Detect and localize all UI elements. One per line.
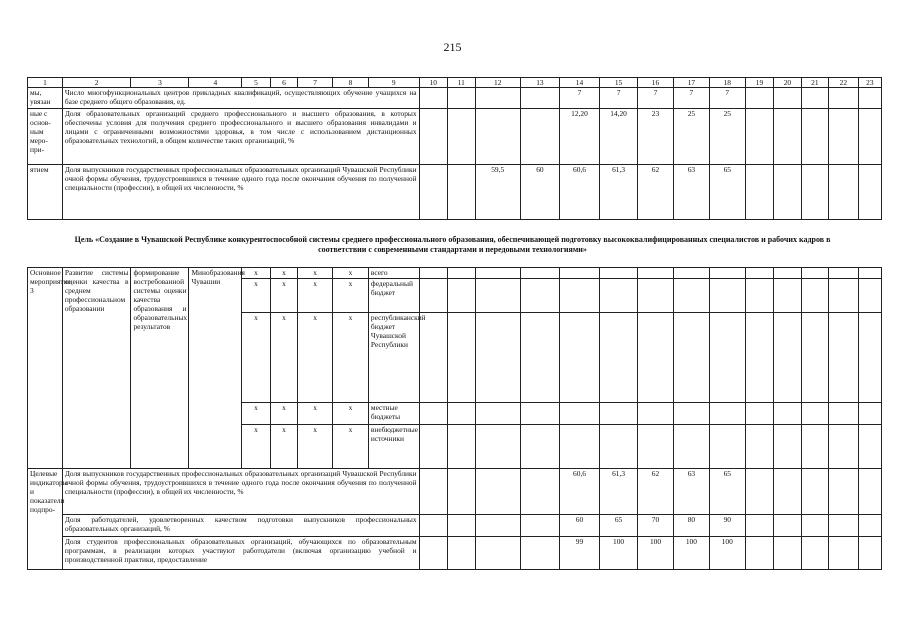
value-cell: 70	[638, 515, 674, 537]
value-cell: 99	[559, 537, 599, 570]
x-cell: x	[270, 268, 297, 279]
col-header: 15	[600, 78, 638, 88]
col-header: 22	[829, 78, 859, 88]
row-label-part: основ-	[30, 118, 51, 127]
col-header: 13	[520, 78, 559, 88]
col-header: 1	[28, 78, 63, 88]
value-cell: 65	[709, 469, 745, 515]
row-label-cell	[28, 88, 63, 109]
value-cell	[475, 109, 520, 165]
value-cell: 61,3	[600, 165, 638, 220]
x-cell: x	[298, 279, 333, 313]
indicator-text: Доля работодателей, удовлетворенных качеством подготовки выпускников профессиональных образовательных организаций, %	[62, 515, 419, 537]
value-cell: 65	[600, 515, 638, 537]
table-row	[28, 165, 882, 220]
row-label-part: мы,	[30, 88, 42, 97]
source-cell: внебюджетные источники	[368, 425, 419, 469]
value-cell: 100	[638, 537, 674, 570]
value-cell	[475, 88, 520, 109]
bottom-table	[27, 267, 882, 570]
x-cell: x	[242, 403, 271, 425]
executor-cell: Минобразования Чувашии	[189, 268, 242, 469]
row-label-part: ным	[30, 127, 44, 136]
x-cell: x	[298, 403, 333, 425]
value-cell: 7	[600, 88, 638, 109]
value-cell	[520, 109, 559, 165]
col-header: 4	[189, 78, 242, 88]
col-header: 17	[673, 78, 709, 88]
col-header: 9	[368, 78, 419, 88]
col-header: 19	[745, 78, 774, 88]
measure-name-cell: Развитие системы оценки качества в среднем профессиональном образовании	[62, 268, 131, 469]
value-cell: 62	[638, 469, 674, 515]
indicator-text: Доля выпускников государственных профессиональных образовательных организаций Чувашской Республики очной формы обучения, трудоустроившихся в течение одного года после окончания обучения по полученной специальности (профессии), в общей их численности, %	[62, 469, 419, 515]
value-cell: 60	[559, 515, 599, 537]
indicator-label-cell: Целевые индикаторы и показатели подпро-	[28, 469, 63, 570]
x-cell: x	[333, 313, 369, 403]
col-header: 10	[419, 78, 448, 88]
value-cell: 63	[673, 165, 709, 220]
x-cell: x	[270, 279, 297, 313]
value-cell: 90	[709, 515, 745, 537]
col-header: 2	[62, 78, 131, 88]
row-label-part: ные с	[30, 109, 48, 118]
value-cell: 60,6	[559, 469, 599, 515]
goal-heading: Цель «Создание в Чувашской Республике конкурентоспособной системы среднего профессионального образования, обеспечивающей подготовку высококвалифицированных специалистов и рабочих кадров в соответствии с современными стандартами и передовыми технологиями»	[74, 235, 831, 254]
row-label-part: при-	[30, 145, 45, 154]
col-header: 11	[448, 78, 475, 88]
col-header: 7	[298, 78, 333, 88]
value-cell: 60	[520, 165, 559, 220]
row-label-part: меро-	[30, 136, 48, 145]
table-row	[28, 515, 882, 537]
measure-cell: Основное мероприятие 3	[28, 268, 63, 469]
value-cell: 100	[673, 537, 709, 570]
table-row	[28, 268, 882, 279]
row-label-cell	[28, 109, 63, 165]
value-cell: 7	[709, 88, 745, 109]
col-header: 6	[270, 78, 297, 88]
x-cell: x	[242, 268, 271, 279]
value-cell: 14,20	[600, 109, 638, 165]
top-table	[27, 77, 882, 220]
source-cell: федеральный бюджет	[368, 279, 419, 313]
indicator-text: Доля выпускников государственных профессиональных образовательных организаций Чувашской Республики очной формы обучения, трудоустроившихся в течение одного года после окончания обучения по полученной специальности (профессии), в общей их численности, %	[62, 165, 419, 220]
value-cell: 60,6	[559, 165, 599, 220]
source-cell: всего	[368, 268, 419, 279]
source-cell: республиканский бюджет Чувашской Республики	[368, 313, 419, 403]
column-number-row	[28, 78, 882, 88]
x-cell: x	[298, 268, 333, 279]
x-cell: x	[333, 279, 369, 313]
value-cell: 61,3	[600, 469, 638, 515]
x-cell: x	[242, 425, 271, 469]
col-header: 20	[774, 78, 801, 88]
row-label-part: увязан	[30, 97, 51, 106]
value-cell: 23	[638, 109, 674, 165]
x-cell: x	[270, 313, 297, 403]
indicator-text: Число многофункциональных центров прикладных квалификаций, осуществляющих обучение учащихся на базе среднего общего образования, ед.	[62, 88, 419, 109]
x-cell: x	[298, 425, 333, 469]
col-header: 16	[638, 78, 674, 88]
table-row	[28, 109, 882, 165]
x-cell: x	[242, 313, 271, 403]
page-number: 215	[443, 40, 462, 54]
table-row	[28, 88, 882, 109]
value-cell: 25	[673, 109, 709, 165]
col-header: 8	[333, 78, 369, 88]
indicator-text: Доля студентов профессиональных образовательных организаций, обучающихся по образовательным программам, в реализации которых участвуют работодатели (включая организацию учебной и производственной практики, предоставление	[62, 537, 419, 570]
row-label-cell: ятием	[28, 165, 63, 220]
x-cell: x	[270, 425, 297, 469]
table-row	[28, 537, 882, 570]
x-cell: x	[298, 313, 333, 403]
x-cell: x	[333, 425, 369, 469]
value-cell: 7	[559, 88, 599, 109]
col-header: 12	[475, 78, 520, 88]
value-cell: 12,20	[559, 109, 599, 165]
value-cell: 59,5	[475, 165, 520, 220]
col-header: 18	[709, 78, 745, 88]
value-cell: 63	[673, 469, 709, 515]
col-header: 3	[131, 78, 189, 88]
col-header: 14	[559, 78, 599, 88]
value-cell: 100	[709, 537, 745, 570]
value-cell: 65	[709, 165, 745, 220]
value-cell: 62	[638, 165, 674, 220]
x-cell: x	[333, 268, 369, 279]
table-row	[28, 469, 882, 515]
source-cell: местные бюджеты	[368, 403, 419, 425]
x-cell: x	[333, 403, 369, 425]
value-cell: 80	[673, 515, 709, 537]
x-cell: x	[242, 279, 271, 313]
x-cell: x	[270, 403, 297, 425]
measure-goal-cell: формирование востребованной системы оценки качества образования и образовательных результатов	[131, 268, 189, 469]
value-cell: 7	[638, 88, 674, 109]
indicator-text: Доля образовательных организаций среднего профессионального и высшего образования, в которых обеспечены условия для получения среднего профессионального и высшего образования инвалидами и лицами с ограниченными возможностями здоровья, в том числе с использованием дистанционных образовательных технологий, в общем количестве таких организаций, %	[62, 109, 419, 165]
col-header: 23	[858, 78, 881, 88]
col-header: 21	[801, 78, 828, 88]
value-cell: 100	[600, 537, 638, 570]
col-header: 5	[242, 78, 271, 88]
value-cell	[520, 88, 559, 109]
value-cell: 7	[673, 88, 709, 109]
value-cell: 25	[709, 109, 745, 165]
